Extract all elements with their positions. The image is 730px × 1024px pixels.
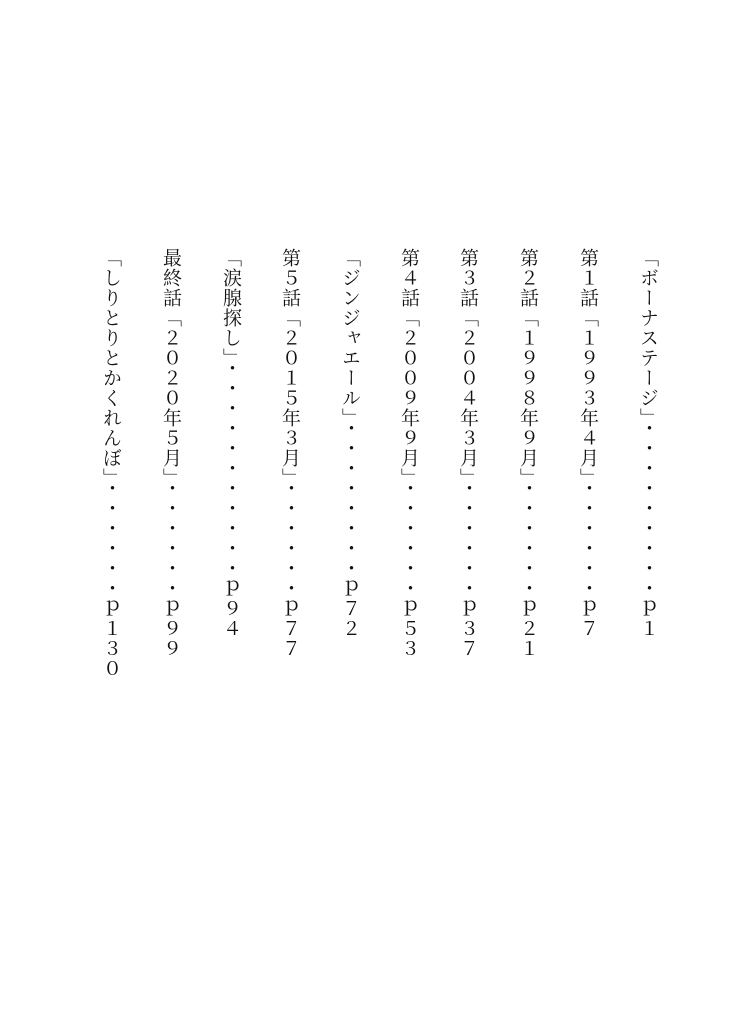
toc-entry-ginger-ale [334, 248, 366, 639]
toc-entry-tear-gland [215, 248, 247, 639]
toc-entry-text: 第１話「１９９３年４月」・・・・・・ｐ７ [577, 248, 599, 639]
toc-entry-text: 最終話「２０２０年５月」・・・・・・ｐ９９ [160, 248, 182, 659]
toc-entry-final-chapter [155, 248, 187, 659]
toc-entry-text: 第２話「１９９８年９月」・・・・・・ｐ２１ [517, 248, 539, 659]
toc-entry-text: 「ジンジャエール」・・・・・・・・ｐ７２ [339, 248, 361, 639]
toc-entry-chapter-2 [512, 248, 544, 659]
toc-entry-text: 第４話「２００９年９月」・・・・・・ｐ５３ [398, 248, 420, 659]
toc-entry-chapter-5 [274, 248, 306, 659]
toc-entry-text: 「しりとりとかくれんぼ」・・・・・・ｐ１３０ [100, 248, 122, 679]
toc-entry-bonus-stage [632, 248, 664, 639]
toc-entry-text: 「ボーナステージ」・・・・・・・・・ｐ１ [637, 248, 659, 639]
toc-entry-chapter-1 [572, 248, 604, 639]
toc-entry-text: 第３話「２００４年３月」・・・・・・ｐ３７ [457, 248, 479, 659]
toc-entry-chapter-3 [452, 248, 484, 659]
toc-entry-text: 第５話「２０１５年３月」・・・・・・ｐ７７ [279, 248, 301, 659]
toc-entry-chapter-4 [393, 248, 425, 659]
toc-entry-text: 「涙腺探し」・・・・・・・・・・・ｐ９４ [220, 248, 242, 639]
toc-entry-shiritori [95, 248, 127, 679]
